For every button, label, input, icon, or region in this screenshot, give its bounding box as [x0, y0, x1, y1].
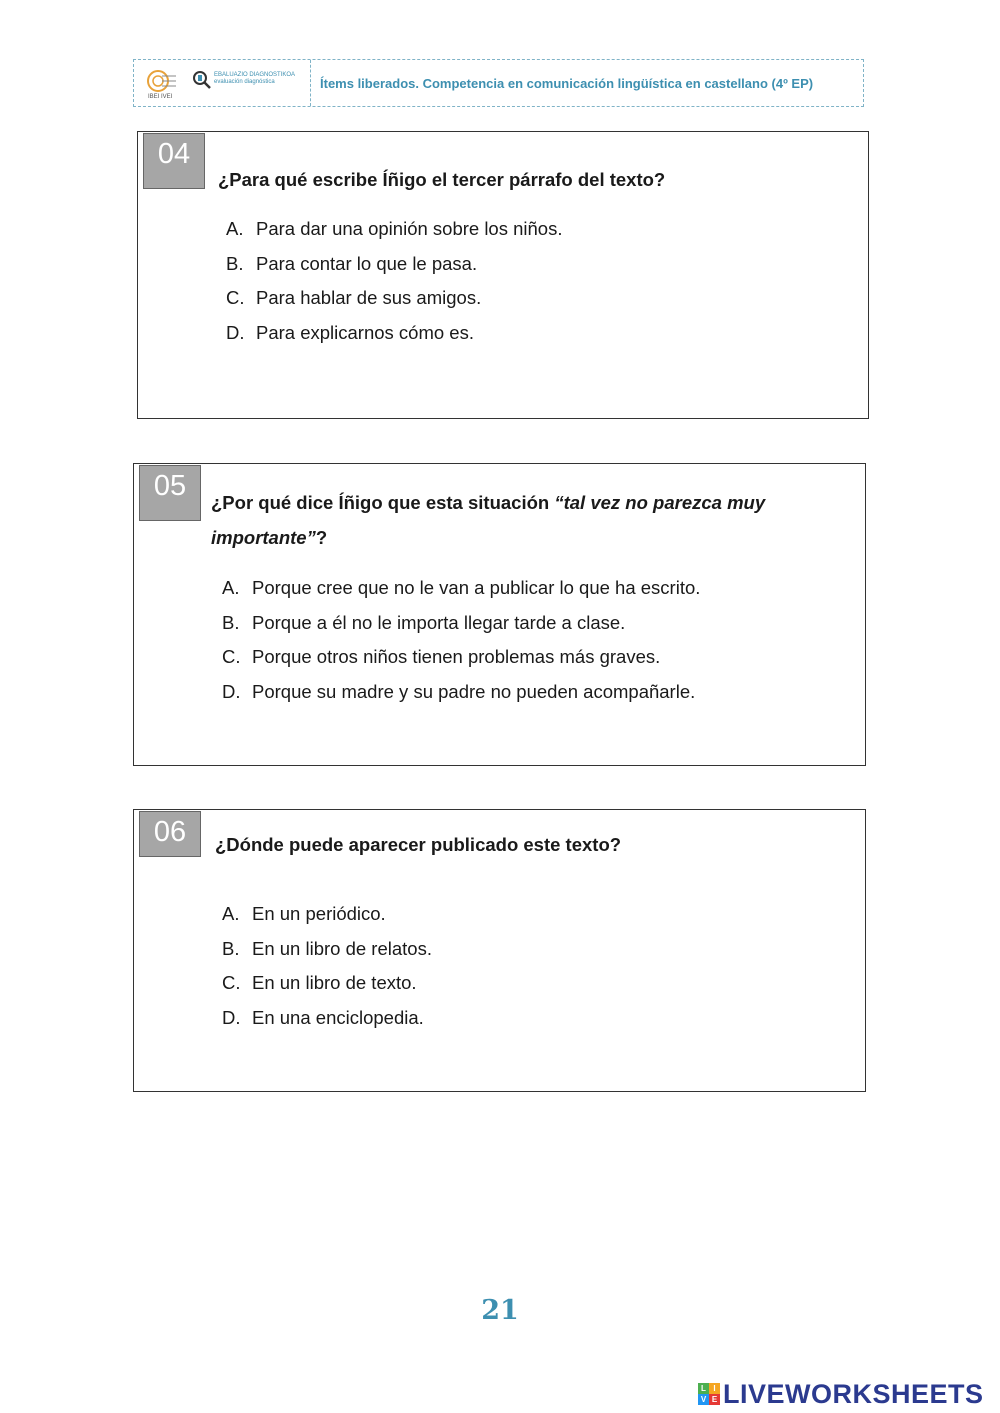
answer-option-c[interactable]: C. En un libro de texto. — [222, 972, 417, 994]
answer-options — [222, 899, 432, 1038]
question-number: 06 — [139, 811, 201, 857]
question-prompt: ¿Por qué dice Íñigo que esta situación “tal vez no parezca muy importante”? — [211, 492, 766, 548]
liveworksheets-logo-icon: L I V E — [698, 1383, 720, 1405]
answer-option-d[interactable]: D. Porque su madre y su padre no pueden acompañarle. — [222, 681, 696, 703]
question-number: 05 — [139, 465, 201, 521]
answer-option-a[interactable]: A. Para dar una opinión sobre los niños. — [226, 218, 563, 239]
answer-option-c[interactable]: C. Porque otros niños tienen problemas más graves. — [222, 646, 661, 668]
logo1-caption: IBEI IVEI — [148, 94, 173, 100]
question-card-04 — [137, 131, 869, 419]
page-header — [133, 59, 864, 107]
ibei-ivei-logo — [142, 68, 182, 102]
liveworksheets-brand[interactable] — [698, 1379, 984, 1409]
answer-option-a[interactable]: A. En un periódico. — [222, 903, 386, 924]
answer-option-d[interactable]: D. En una enciclopedia. — [222, 1007, 424, 1029]
brand-name: LIVEWORKSHEETS — [723, 1378, 984, 1409]
page-number: 21 — [481, 1295, 519, 1326]
answer-option-a[interactable]: A. Porque cree que no le van a publicar lo que ha escrito. — [222, 577, 701, 598]
question-prompt: ¿Para qué escribe Íñigo el tercer párrafo del texto? — [218, 169, 666, 190]
answer-option-b[interactable]: B. Para contar lo que le pasa. — [226, 252, 478, 274]
answer-option-b[interactable]: B. En un libro de relatos. — [222, 937, 432, 959]
answer-option-b[interactable]: B. Porque a él no le importa llegar tarde a clase. — [222, 611, 626, 633]
magnifier-logo-icon — [192, 70, 212, 90]
answer-option-c[interactable]: C. Para hablar de sus amigos. — [226, 287, 482, 309]
question-number: 04 — [143, 133, 205, 189]
header-title: Ítems liberados. Competencia en comunicación lingüística en castellano (4º EP) — [320, 76, 814, 91]
answer-options — [226, 214, 562, 353]
answer-options — [222, 573, 700, 712]
logo2-caption: EBALUAZIO DIAGNOSTIKOA evaluación diagnóstica — [214, 72, 296, 85]
answer-option-d[interactable]: D. Para explicarnos cómo es. — [226, 322, 474, 344]
question-prompt: ¿Dónde puede aparecer publicado este texto? — [215, 834, 622, 855]
question-card-05 — [133, 463, 866, 766]
question-card-06 — [133, 809, 866, 1092]
header-logos — [134, 60, 311, 106]
